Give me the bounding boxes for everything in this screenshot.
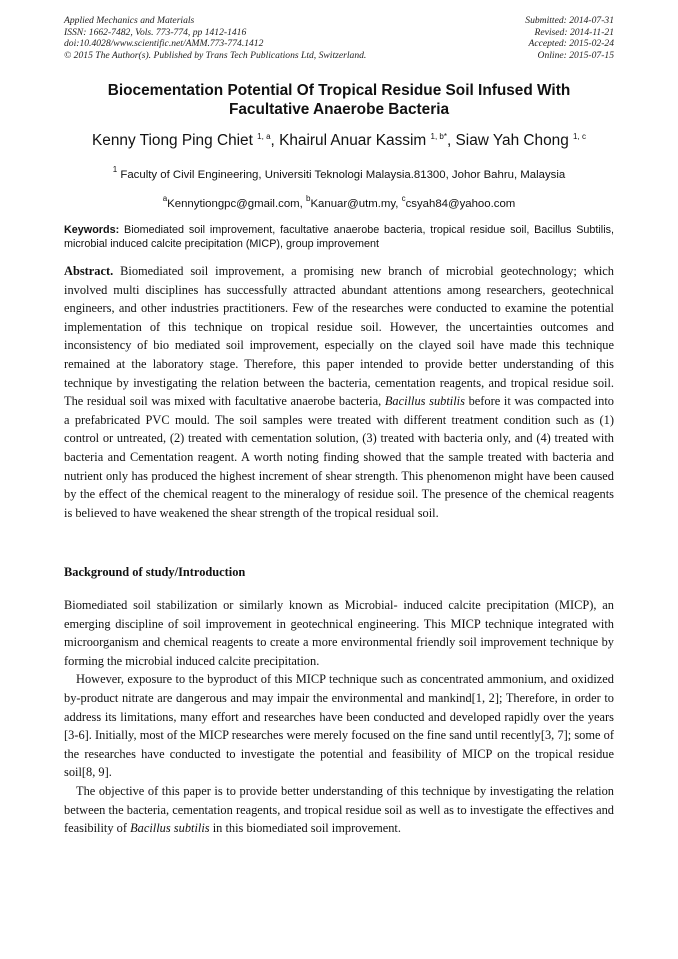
author-affiliation-mark: 1, c xyxy=(573,132,586,141)
title-line-1: Biocementation Potential Of Tropical Residue Soil Infused With xyxy=(107,82,571,99)
copyright-line: © 2015 The Author(s). Published by Trans Tech Publications Ltd, Switzerland. xyxy=(64,49,367,61)
email-mark: c xyxy=(401,194,406,203)
email-mark: b xyxy=(306,194,311,203)
abstract-block xyxy=(64,262,614,522)
title-line-2: Facultative Anaerobe Bacteria xyxy=(228,101,450,118)
intro-paragraph-3 xyxy=(64,782,614,838)
keywords-block xyxy=(64,224,614,251)
keywords-text: Biomediated soil improvement, facultative anaerobe bacteria, tropical residue soil, Bacillus Subtilis, microbial induced calcite precipitation (MICP), group improvement xyxy=(64,224,614,250)
accepted-date: Accepted: 2015-02-24 xyxy=(528,38,614,50)
introduction-body xyxy=(64,596,614,838)
journal-name: Applied Mechanics and Materials xyxy=(64,15,195,26)
author-separator: , xyxy=(446,132,456,149)
author-affiliation-mark: 1, a xyxy=(257,132,271,141)
journal-header-right xyxy=(525,15,614,61)
abstract-text-cont: before it was compacted into a prefabricated PVC mould. The soil samples were treated with different treatment condition such as (1) control or untreated, (2) treated with cementation solution, (3) treated with bacteria only, and (4) treated with bacteria and Cementation reagent. A worth noting finding showed that the sample treated with bacteria and nutrient only has produced the highest increment of shear strength. This phenomenon might have been caused by the effect of the chemical reagent to the mineralogy of residue soil. The presence of the chemical reagents is believed to have weakened the shear strength of the tropical residual soil. xyxy=(64,394,614,520)
intro-p3-text: The objective of this paper is to provide better understanding of this technique by investigating the relation between the bacteria, cementation reagents, and tropical residue soil as well as to investigate the effectives and feasibility of xyxy=(64,783,614,836)
keywords-label: Keywords: xyxy=(64,224,120,236)
submitted-date: Submitted: 2014-07-31 xyxy=(525,15,614,26)
section-heading: Background of study/Introduction xyxy=(64,565,246,579)
species-name: Bacillus subtilis xyxy=(130,821,210,836)
intro-p3-text-cont: in this biomediated soil improvement. xyxy=(212,821,401,836)
author-emails xyxy=(40,194,638,211)
affiliation-mark: 1 xyxy=(112,165,118,174)
doi-line: doi:10.4028/www.scientific.net/AMM.773-774.1412 xyxy=(64,38,264,50)
journal-header-left xyxy=(64,15,366,61)
online-date: Online: 2015-07-15 xyxy=(537,49,614,61)
author-name: Khairul Anuar Kassim xyxy=(279,132,427,149)
author-separator: , xyxy=(270,132,280,149)
intro-paragraph-1: Biomediated soil stabilization or similarly known as Microbial- induced calcite precipitation (MICP), an emerging discipline of soil improvement in geotechnical engineering. This MICP technique integrated with microorganism and chemical reagents to create a more environmental friendly soil improvement technique by forming the microbial induced calcite precipitation. xyxy=(64,598,614,668)
paper-title xyxy=(64,81,614,119)
species-name: Bacillus subtilis xyxy=(384,394,465,409)
intro-paragraph-2: However, exposure to the byproduct of this MICP technique such as concentrated ammonium, and oxidized by-product nitrate are dangerous and may impair the environmental and mankind[1, 2]; Therefore, in order to address its limitations, many effort and researches have been conducted and developed rapidly over the years [3-6]. Initially, most of the MICP researches were merely focused on the fine sand until recently[3, 7]; some of the researches have conducted to investigate the potential and feasibility of MICP on the tropical residue soil[8, 9]. xyxy=(64,672,614,780)
email-link[interactable]: csyah84@yahoo.com xyxy=(405,198,516,210)
author-name: Kenny Tiong Ping Chiet xyxy=(92,132,253,149)
affiliation xyxy=(40,165,638,182)
abstract-label: Abstract. xyxy=(64,264,114,278)
email-mark: a xyxy=(162,194,168,203)
author-list xyxy=(40,131,638,151)
issn-line: ISSN: 1662-7482, Vols. 773-774, pp 1412-1416 xyxy=(64,26,247,38)
abstract-text: Biomediated soil improvement, a promising new branch of microbial geotechnology; which involved multi disciplines has successfully attracted abundant attentions among researchers, geotechnical engineers, and other industries practitioners. Few of the researches were conducted to examine the potential implementation of this technique on tropical residue soil. However, the uncertainties outcomes and inconsistency of bio mediated soil improvement, especially on the clayed soil have made this technique remained at the laboratory stage. Therefore, this paper intended to provide better understanding of this technique by investigating the relation between the bacteria, cementation reagents, and tropical residue soil. The residual soil was mixed with facultative anaerobe bacteria, xyxy=(64,264,615,409)
email-link[interactable]: Kennytiongpc@gmail.com, xyxy=(167,198,303,210)
author-affiliation-mark: 1, b* xyxy=(430,132,447,141)
author-name: Siaw Yah Chong xyxy=(455,132,569,149)
email-link[interactable]: Kanuar@utm.my, xyxy=(310,198,399,210)
revised-date: Revised: 2014-11-21 xyxy=(534,26,614,38)
affiliation-text: Faculty of Civil Engineering, Universiti Teknologi Malaysia.81300, Johor Bahru, Malaysia xyxy=(120,169,566,181)
